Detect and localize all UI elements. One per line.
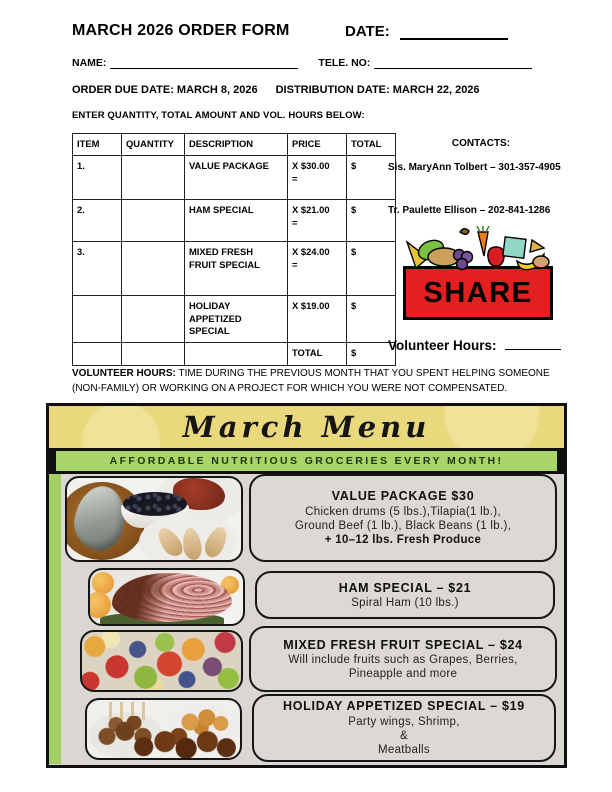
spiral-ham-photo (88, 568, 245, 626)
item-cell (73, 296, 122, 343)
contact-entry: Tr. Paulette Ellison – 202-841-1286 (388, 205, 551, 216)
description-cell: MIXED FRESH FRUIT SPECIAL (185, 242, 288, 296)
party-wings-shape (131, 728, 237, 760)
green-accent-strip (49, 474, 61, 764)
orange-garnish-shape (88, 592, 111, 618)
section-line: Spiral Ham (10 lbs.) (351, 596, 459, 609)
spiral-ham-shape (112, 573, 232, 622)
total-cell[interactable]: $ (347, 296, 396, 343)
mixed-fruit-photo (80, 630, 243, 692)
header-price: PRICE (288, 134, 347, 156)
flyer-body (49, 474, 564, 764)
section-line: Pineapple and more (348, 668, 458, 681)
header-item: ITEM (73, 134, 122, 156)
date-label: DATE: (345, 23, 390, 40)
section-heading: VALUE PACKAGE $30 (331, 489, 475, 504)
holiday-appetizer-photo (85, 698, 242, 760)
value-package-section (249, 474, 557, 562)
total-cell[interactable]: $ (347, 242, 396, 296)
section-line: Chicken drums (5 lbs.),Tilapia(1 lb.), (305, 505, 501, 518)
table-row (73, 296, 396, 343)
item-cell: 1. (73, 156, 122, 200)
tele-field[interactable] (374, 57, 532, 69)
share-logo-box (403, 266, 553, 320)
page-title: MARCH 2026 ORDER FORM (72, 22, 290, 39)
orange-garnish-shape (92, 572, 114, 594)
ham-special-section (255, 571, 555, 619)
black-beans-shape (123, 492, 187, 516)
section-heading: HOLIDAY APPETIZED SPECIAL – $19 (283, 699, 525, 714)
table-header-row (73, 134, 396, 156)
section-line: Party wings, Shrimp, (348, 715, 460, 728)
flyer-header (49, 406, 564, 448)
price-cell: X $24.00 = (288, 242, 347, 296)
flyer-banner-text: AFFORDABLE NUTRITIOUS GROCERIES EVERY MONTH! (56, 451, 557, 471)
contacts-heading: CONTACTS: (451, 138, 511, 149)
item-cell (73, 343, 122, 366)
volunteer-note-bold: VOLUNTEER HOURS: (72, 368, 176, 379)
volunteer-hours-field[interactable] (505, 336, 561, 350)
header-description: DESCRIPTION (185, 134, 288, 156)
section-heading: HAM SPECIAL – $21 (338, 580, 472, 595)
quantity-cell[interactable] (122, 242, 185, 296)
march-menu-flyer (46, 403, 567, 768)
quantity-cell[interactable] (122, 296, 185, 343)
item-cell: 3. (73, 242, 122, 296)
order-due-date: ORDER DUE DATE: MARCH 8, 2026 (72, 84, 258, 96)
total-cell[interactable]: $ (347, 156, 396, 200)
table-row (73, 242, 396, 296)
total-cell[interactable]: $ (347, 343, 396, 366)
share-logo-text: SHARE (423, 276, 533, 309)
distribution-date: DISTRIBUTION DATE: MARCH 22, 2026 (275, 84, 480, 96)
price-cell: X $21.00 = (288, 200, 347, 242)
volunteer-note-text: TIME DURING THE PREVIOUS MONTH THAT YOU SPENT HELPING SOMEONE (NON-FAMILY) OR WORKING ON A PROJECT FOR WHICH YOU WERE NOT COMPENSATED. (72, 368, 550, 394)
value-package-photo (65, 476, 243, 562)
section-heading: MIXED FRESH FRUIT SPECIAL – $24 (283, 637, 523, 652)
order-table (72, 133, 396, 366)
quantity-cell[interactable] (122, 200, 185, 242)
name-label: NAME: (72, 57, 107, 69)
name-row (72, 57, 542, 69)
section-line: + 10–12 lbs. Fresh Produce (324, 534, 482, 547)
description-cell: VALUE PACKAGE (185, 156, 288, 200)
item-cell: 2. (73, 200, 122, 242)
section-line: Ground Beef (1 lb.), Black Beans (1 lb.), (294, 519, 512, 532)
name-field[interactable] (110, 57, 298, 69)
volunteer-hours-label: Volunteer Hours: (388, 338, 497, 353)
section-line: & (400, 729, 408, 742)
flyer-banner (49, 448, 564, 474)
holiday-special-section (252, 694, 556, 762)
quantity-cell[interactable] (122, 156, 185, 200)
table-row (73, 156, 396, 200)
section-line: Meatballs (378, 744, 430, 757)
description-cell: HAM SPECIAL (185, 200, 288, 242)
description-cell: HOLIDAY APPETIZED SPECIAL (185, 296, 288, 343)
volunteer-hours-row (388, 336, 561, 353)
fruit-special-section (249, 626, 557, 692)
flyer-title: March Menu (182, 410, 431, 444)
tele-label: TELE. NO: (318, 57, 371, 69)
header-quantity: QUANTITY (122, 134, 185, 156)
contact-entry: Sis. MaryAnn Tolbert – 301-357-4905 (388, 162, 561, 173)
header-total: TOTAL (347, 134, 396, 156)
date-field[interactable] (400, 24, 508, 40)
section-line: Will include fruits such as Grapes, Berries, (288, 653, 518, 666)
price-cell: TOTAL (288, 343, 347, 366)
volunteer-note (72, 366, 550, 396)
description-cell (185, 343, 288, 366)
table-total-row (73, 343, 396, 366)
total-cell[interactable]: $ (347, 200, 396, 242)
share-logo (402, 226, 554, 320)
price-cell: X $30.00 = (288, 156, 347, 200)
price-cell: X $19.00 (288, 296, 347, 343)
table-row (73, 200, 396, 242)
quantity-cell (122, 343, 185, 366)
dates-row (72, 84, 552, 96)
instruction-text: ENTER QUANTITY, TOTAL AMOUNT AND VOL. HOURS BELOW: (72, 110, 365, 121)
